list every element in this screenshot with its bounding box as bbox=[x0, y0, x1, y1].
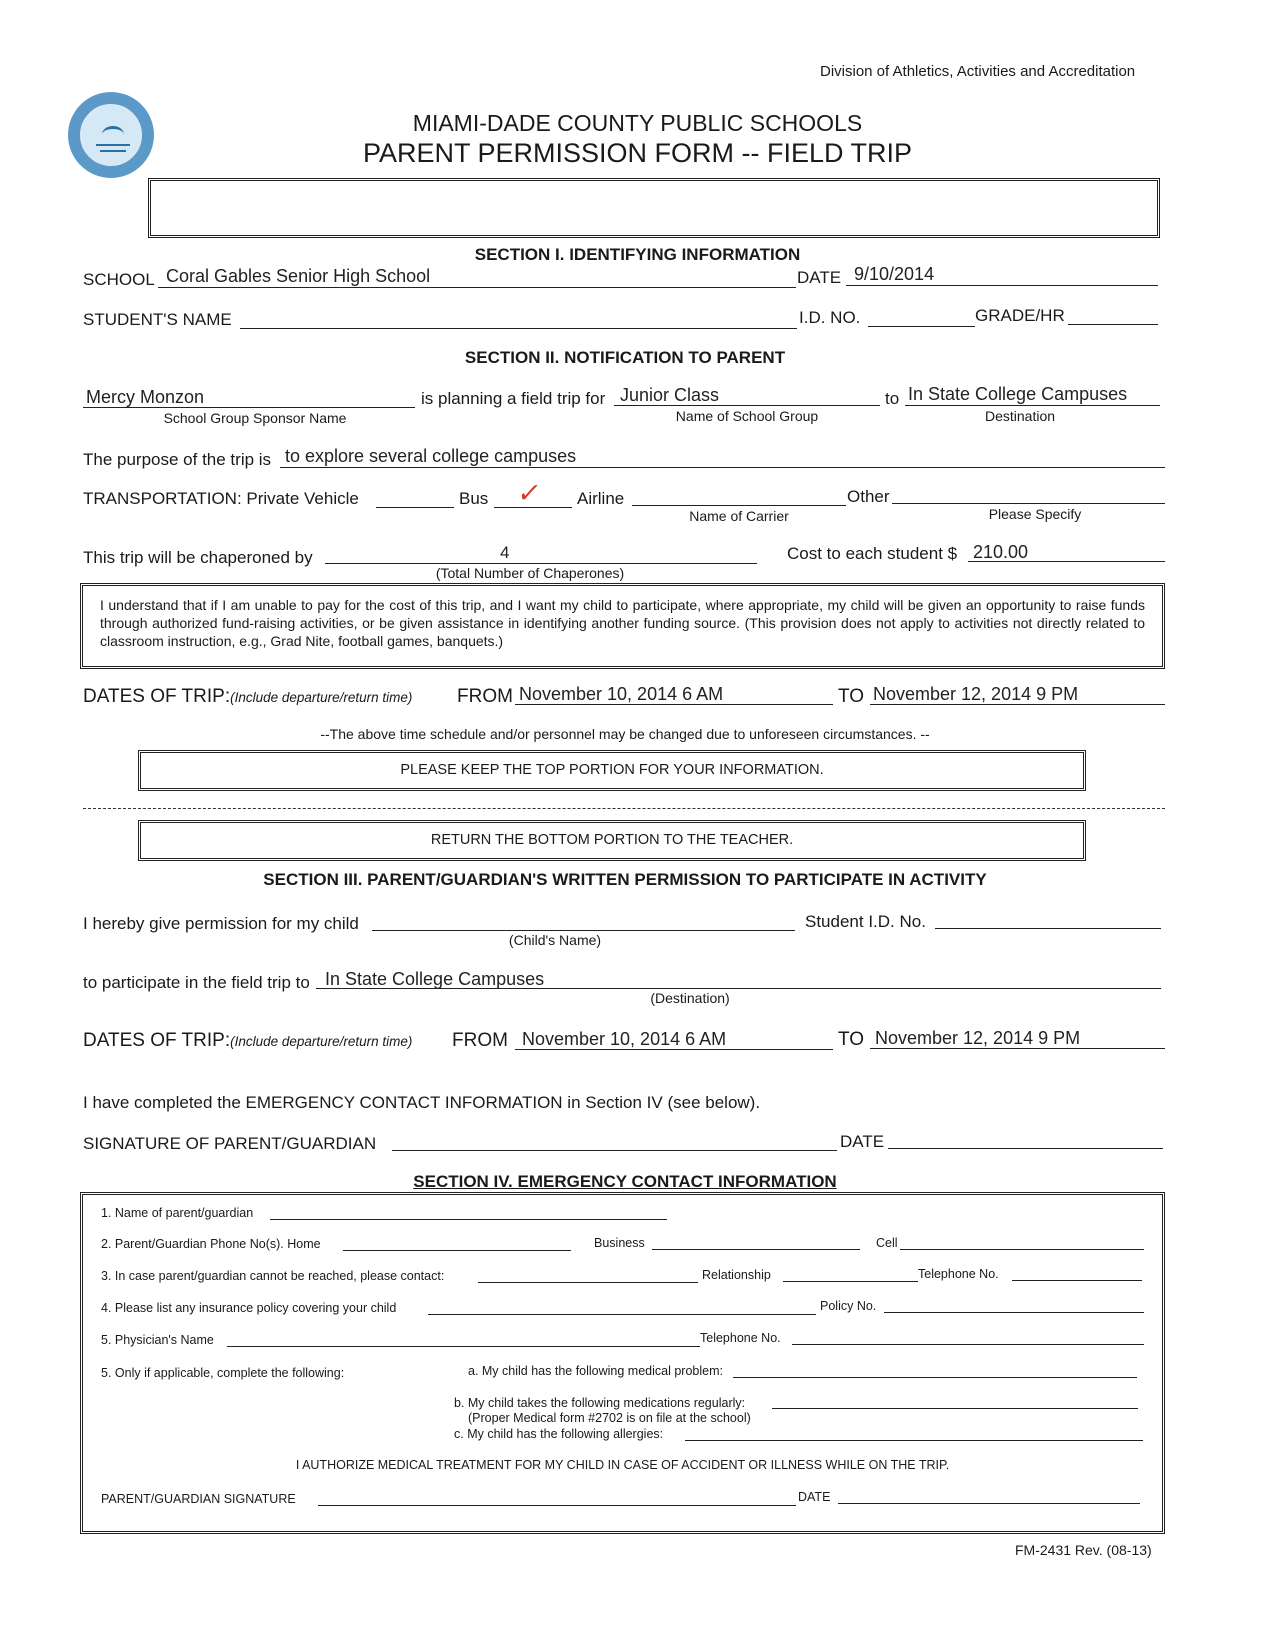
to-value-2: November 12, 2014 9 PM bbox=[875, 1028, 1081, 1048]
bus-label: Bus bbox=[459, 489, 489, 508]
from-label-2: FROM bbox=[452, 1030, 508, 1051]
signature-date-field[interactable] bbox=[888, 1148, 1163, 1149]
permission-label: I hereby give permission for my child bbox=[83, 914, 359, 933]
applicable-label: 5. Only if applicable, complete the following: bbox=[101, 1366, 345, 1380]
school-label: SCHOOL bbox=[83, 270, 155, 289]
dates-note-2: (Include departure/return time) bbox=[230, 1034, 413, 1049]
home-phone-field[interactable] bbox=[343, 1250, 571, 1251]
relationship-field[interactable] bbox=[783, 1281, 918, 1282]
medical-form-note: (Proper Medical form #2702 is on file at the school) bbox=[468, 1411, 751, 1425]
dates-note: (Include departure/return time) bbox=[230, 690, 413, 705]
guardian-date-field[interactable] bbox=[838, 1503, 1140, 1504]
policy-label: Policy No. bbox=[820, 1299, 877, 1313]
school-field[interactable] bbox=[158, 287, 796, 288]
student-id-field[interactable] bbox=[935, 928, 1161, 929]
school-group-caption: Name of School Group bbox=[675, 408, 819, 424]
parent-signature-label: SIGNATURE OF PARENT/GUARDIAN bbox=[83, 1134, 377, 1153]
purpose-label: The purpose of the trip is bbox=[83, 450, 272, 469]
relationship-label: Relationship bbox=[702, 1268, 771, 1282]
date-value: 9/10/2014 bbox=[854, 264, 935, 284]
student-name-field[interactable] bbox=[240, 328, 797, 329]
dates-label-2 bbox=[83, 1030, 412, 1052]
allergies-field[interactable] bbox=[685, 1440, 1143, 1441]
parent-signature-field[interactable] bbox=[392, 1150, 837, 1151]
other-label: Other bbox=[847, 487, 890, 506]
form-header-box[interactable] bbox=[148, 178, 1160, 238]
contact-telephone-label: Telephone No. bbox=[918, 1267, 999, 1281]
medical-problem-field[interactable] bbox=[733, 1377, 1137, 1378]
child-name-field[interactable] bbox=[372, 930, 795, 931]
from-value-2: November 10, 2014 6 AM bbox=[522, 1029, 727, 1049]
cell-phone-label: Cell bbox=[876, 1236, 898, 1250]
alternate-contact-label: 3. In case parent/guardian cannot be reached, please contact: bbox=[101, 1269, 445, 1283]
school-group-value: Junior Class bbox=[620, 385, 720, 405]
section4-heading: SECTION IV. EMERGENCY CONTACT INFORMATION bbox=[413, 1172, 837, 1191]
policy-field[interactable] bbox=[884, 1312, 1144, 1313]
medications-label: b. My child takes the following medications regularly: bbox=[454, 1396, 746, 1410]
trip-destination-value: In State College Campuses bbox=[325, 969, 545, 989]
parent-name-field[interactable] bbox=[270, 1219, 667, 1220]
cut-line bbox=[83, 808, 1165, 809]
physician-telephone-label: Telephone No. bbox=[700, 1331, 781, 1345]
keep-top-text: PLEASE KEEP THE TOP PORTION FOR YOUR INFORMATION. bbox=[400, 762, 824, 778]
chaperone-label: This trip will be chaperoned by bbox=[83, 548, 313, 567]
other-field[interactable] bbox=[892, 503, 1165, 504]
form-title: PARENT PERMISSION FORM -- FIELD TRIP bbox=[362, 138, 913, 168]
chaperone-value: 4 bbox=[500, 543, 510, 562]
funding-notice-text: I understand that if I am unable to pay for the cost of this trip, and I want my child to participate, where appropriate, my child will be given an opportunity to raise funds through authorized fund-raising activities, or be given assistance in identifying another funding source. (This provision does not apply to activities not directly related to classroom instruction, e.g., Grad Nite, football games, banquets.) bbox=[100, 597, 1145, 649]
sponsor-value: Mercy Monzon bbox=[86, 387, 205, 407]
planning-text: is planning a field trip for bbox=[421, 389, 606, 408]
insurance-label: 4. Please list any insurance policy covering your child bbox=[101, 1301, 397, 1315]
form-number: FM-2431 Rev. (08-13) bbox=[1015, 1542, 1152, 1558]
medications-field[interactable] bbox=[772, 1408, 1138, 1409]
cell-phone-field[interactable] bbox=[900, 1249, 1144, 1250]
chaperone-caption: (Total Number of Chaperones) bbox=[435, 565, 625, 581]
airline-field[interactable] bbox=[632, 505, 846, 506]
physician-label: 5. Physician's Name bbox=[101, 1333, 214, 1347]
participate-label: to participate in the field trip to bbox=[83, 973, 310, 992]
signature-date-label: DATE bbox=[840, 1132, 885, 1151]
private-vehicle-field[interactable] bbox=[376, 507, 454, 508]
home-phone-label: 2. Parent/Guardian Phone No(s). Home bbox=[101, 1237, 321, 1251]
completed-text: I have completed the EMERGENCY CONTACT INFORMATION in Section IV (see below). bbox=[83, 1093, 761, 1112]
from-value: November 10, 2014 6 AM bbox=[519, 684, 724, 704]
funding-notice-box bbox=[80, 583, 1165, 669]
sponsor-caption: School Group Sponsor Name bbox=[163, 410, 347, 426]
grade-field[interactable] bbox=[1068, 324, 1158, 325]
to-text: to bbox=[885, 389, 900, 408]
student-id-label: Student I.D. No. bbox=[805, 912, 926, 931]
id-no-field[interactable] bbox=[868, 326, 975, 327]
chaperone-field[interactable] bbox=[325, 563, 757, 564]
specify-caption: Please Specify bbox=[988, 506, 1082, 522]
guardian-date-label: DATE bbox=[798, 1490, 831, 1504]
cost-value: 210.00 bbox=[973, 542, 1029, 562]
date-label: DATE bbox=[797, 268, 842, 287]
medical-problem-label: a. My child has the following medical problem: bbox=[468, 1364, 723, 1378]
destination-caption: Destination bbox=[984, 408, 1056, 424]
alternate-contact-field[interactable] bbox=[478, 1282, 698, 1283]
purpose-field[interactable] bbox=[280, 467, 1165, 468]
school-value: Coral Gables Senior High School bbox=[166, 266, 431, 286]
schedule-note: --The above time schedule and/or personnel may be changed due to unforeseen circumstances. -- bbox=[320, 726, 930, 742]
transportation-label: TRANSPORTATION: Private Vehicle bbox=[83, 489, 359, 508]
destination-value: In State College Campuses bbox=[908, 384, 1128, 404]
physician-field[interactable] bbox=[227, 1346, 700, 1347]
student-name-label: STUDENT'S NAME bbox=[83, 310, 232, 329]
section1-heading: SECTION I. IDENTIFYING INFORMATION bbox=[474, 245, 801, 264]
guardian-signature-label: PARENT/GUARDIAN SIGNATURE bbox=[101, 1492, 296, 1506]
allergies-label: c. My child has the following allergies: bbox=[454, 1427, 664, 1441]
organization-name: MIAMI-DADE COUNTY PUBLIC SCHOOLS bbox=[412, 110, 863, 136]
trip-destination-caption: (Destination) bbox=[650, 990, 730, 1006]
insurance-field[interactable] bbox=[428, 1314, 816, 1315]
section3-heading: SECTION III. PARENT/GUARDIAN'S WRITTEN PERMISSION TO PARTICIPATE IN ACTIVITY bbox=[263, 870, 987, 889]
keep-top-box bbox=[138, 750, 1086, 791]
grade-label: GRADE/HR bbox=[975, 306, 1065, 325]
business-phone-field[interactable] bbox=[652, 1249, 860, 1250]
section2-heading: SECTION II. NOTIFICATION TO PARENT bbox=[464, 348, 786, 367]
to-label-2: TO bbox=[838, 1029, 865, 1050]
physician-telephone-field[interactable] bbox=[792, 1344, 1144, 1345]
to-label: TO bbox=[838, 686, 865, 707]
bus-checkmark-icon: ✓ bbox=[515, 478, 544, 508]
guardian-signature-field[interactable] bbox=[318, 1505, 796, 1506]
parent-name-label: 1. Name of parent/guardian bbox=[101, 1206, 254, 1220]
cost-label: Cost to each student $ bbox=[787, 544, 958, 563]
contact-telephone-field[interactable] bbox=[1012, 1280, 1142, 1281]
business-phone-label: Business bbox=[594, 1236, 645, 1250]
to-value: November 12, 2014 9 PM bbox=[873, 684, 1079, 704]
return-bottom-text: RETURN THE BOTTOM PORTION TO THE TEACHER. bbox=[430, 832, 794, 848]
purpose-value: to explore several college campuses bbox=[285, 446, 577, 466]
child-name-caption: (Child's Name) bbox=[508, 932, 602, 948]
airline-label: Airline bbox=[577, 489, 625, 508]
authorize-statement: I AUTHORIZE MEDICAL TREATMENT FOR MY CHILD IN CASE OF ACCIDENT OR ILLNESS WHILE ON THE TRIP. bbox=[295, 1458, 950, 1472]
id-no-label: I.D. NO. bbox=[799, 308, 861, 327]
from-label: FROM bbox=[457, 686, 513, 707]
dates-heading: DATES OF TRIP: bbox=[83, 686, 231, 707]
dates-heading-2: DATES OF TRIP: bbox=[83, 1030, 231, 1051]
destination-field[interactable] bbox=[905, 405, 1160, 406]
division-label: Division of Athletics, Activities and Accreditation bbox=[820, 63, 1136, 80]
dates-label bbox=[83, 686, 412, 708]
return-bottom-box bbox=[138, 820, 1086, 861]
carrier-caption: Name of Carrier bbox=[689, 508, 789, 524]
date-field[interactable] bbox=[846, 285, 1158, 286]
